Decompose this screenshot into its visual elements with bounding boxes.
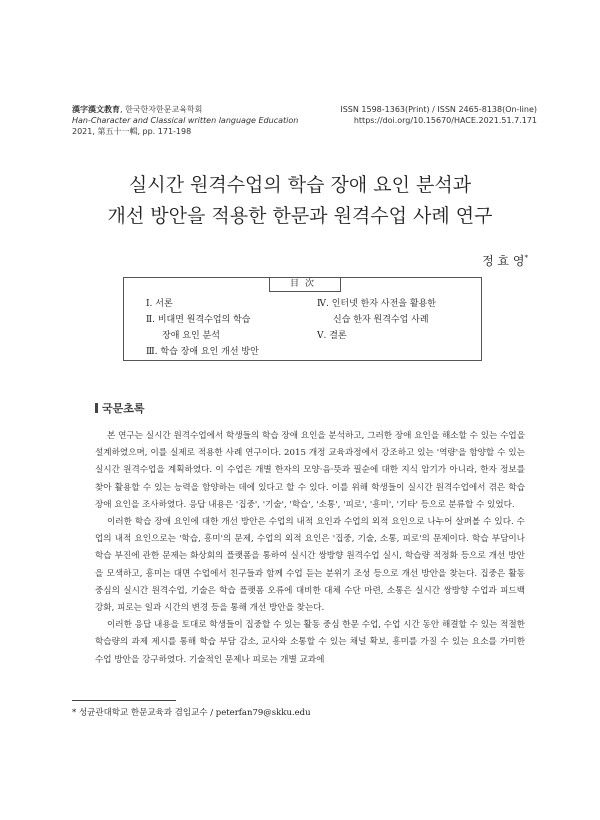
issn-block (340, 104, 537, 126)
toc-item[interactable]: Ⅳ. 인터넷 한자 사전을 활용한 (317, 299, 436, 309)
toc-item-continued[interactable]: 신습 한자 원격수업 사례 (333, 315, 429, 325)
footnote-divider (72, 700, 176, 701)
abstract-heading-text: 국문초록 (102, 402, 145, 415)
heading-bar-icon (95, 403, 98, 413)
toc-column-left (146, 296, 259, 360)
abstract-paragraph: 이러한 학습 장애 요인에 대한 개선 방안은 수업의 내적 요인과 수업의 외적 요인으로 나누어 살펴볼 수 있다. 수업의 내적 요인으로는 '학습, 흥미'의 문제, 수업의 외적 요인은 '집중, 기술, 소통, 피로'의 문제이다. 학습 부담이나 학습 부진에 관한 문제는 화상회의 플랫폼을 통하여 실시간 쌍방향 원격수업 실시, 학습량 적정화 등으로 개선 방안을 모색하고, 흥미는 대면 수업에서 친구들과 함께 수업 듣는 분위기 조성 등으로 개선 방안을 찾는다. 집중은 활동 중심의 실시간 원격수업, 기술은 학습 플랫폼 오류에 대비한 대체 수단 마련, 소통은 실시간 쌍방향 수업과 피드백 강화, 피로는 일과 시간의 변경 등을 통해 개선 방안을 찾는다. (95, 517, 525, 614)
journal-name: 漢字漢文教育 (72, 105, 120, 114)
author (482, 252, 528, 269)
footnote: * 성균관대학교 한문교육과 겸임교수 / peterfan79@skku.edu (72, 708, 311, 718)
toc-item[interactable]: Ⅱ. 비대면 원격수업의 학습 (146, 315, 251, 325)
abstract-body (95, 428, 525, 669)
title-line-2: 개선 방안을 적용한 한문과 원격수업 사례 연구 (107, 205, 493, 227)
journal-header: 漢字漢文教育, 한국한자한문교육학회 Han-Character and Classical written language Education 2021, 第五十一輯, pp. 171-198 (72, 105, 299, 136)
author-footnote-mark[interactable]: * (524, 254, 528, 262)
volume-info: 2021, 第五十一輯, pp. 171-198 (72, 127, 192, 136)
toc-item[interactable]: Ⅰ. 서론 (146, 299, 173, 309)
author-name: 정 효 영 (482, 254, 525, 268)
title-line-1: 실시간 원격수업의 학습 장애 요인 분석과 (128, 174, 472, 196)
toc-heading: 目次 (269, 277, 341, 292)
issn: ISSN 1598-1363(Print) / ISSN 2465-8138(On-line) (340, 105, 537, 114)
paper-title (0, 170, 600, 232)
toc-column-right (317, 296, 436, 344)
abstract-paragraph: 본 연구는 실시간 원격수업에서 학생들의 학습 장애 요인을 분석하고, 그러한 장애 요인을 해소할 수 있는 수업을 설계하였으며, 이를 실제로 적용한 사례 연구이다. 2015 개정 교육과정에서 강조하고 있는 '역량'을 함양할 수 있는 실시간 원격수업을 계획하였다. 이 수업은 개별 한자의 모양·음·뜻과 필순에 대한 지식 암기가 아니라, 한자 정보를 찾아 활용할 수 있는 능력을 함양하는 데에 있다고 할 수 있다. 이를 위해 학생들이 실시간 원격수업에서 겪은 학습 장애 요인을 조사하였다. 응답 내용은 '집중', '기술', '학습', '소통', '피로', '흥미', '기타' 등으로 분류할 수 있었다. (95, 431, 525, 510)
toc-item[interactable]: Ⅲ. 학습 장애 요인 개선 방안 (146, 347, 259, 357)
abstract-paragraph: 이러한 응답 내용을 토대로 학생들이 집중할 수 있는 활동 중심 한문 수업, 수업 시간 동안 해결할 수 있는 적절한 학습량의 과제 제시를 통해 학습 부담 감소, 교사와 소통할 수 있는 채널 확보, 흥미를 가질 수 있는 요소를 가미한 수업 방안을 강구하였다. 기술적인 문제나 피로는 개별 교과에 (95, 620, 525, 665)
toc-item-continued[interactable]: 장애 요인 분석 (162, 331, 220, 341)
toc-item[interactable]: Ⅴ. 결론 (317, 331, 347, 341)
abstract-heading (95, 400, 145, 416)
society-name: 한국한자한문교육학회 (125, 105, 203, 114)
doi-link[interactable]: https://doi.org/10.15670/HACE.2021.51.7.171 (353, 116, 537, 125)
journal-english-name: Han-Character and Classical written language Education (72, 116, 299, 125)
table-of-contents (123, 277, 482, 361)
